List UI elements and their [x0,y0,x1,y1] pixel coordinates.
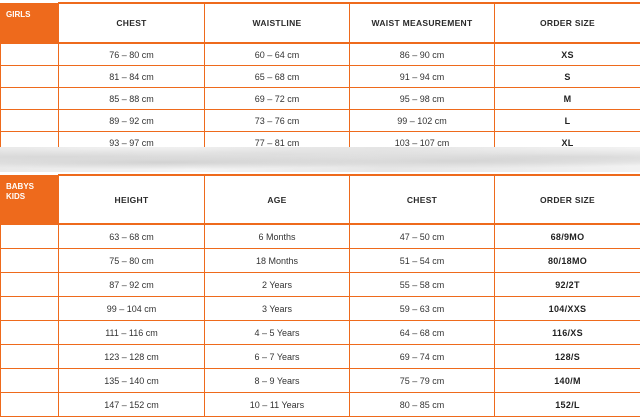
waist-measurement-cell: 103 – 107 cm [350,132,495,154]
chest-cell: 76 – 80 cm [59,43,205,66]
chest-cell: 47 – 50 cm [350,224,495,249]
order-size-cell: 68/9MO [495,224,640,249]
row-label-cell [1,88,59,110]
order-size-cell: 152/L [495,393,640,417]
chest-cell: 69 – 74 cm [350,345,495,369]
waist-measurement-cell: 95 – 98 cm [350,88,495,110]
kids-table-row [1,345,640,369]
waist-measurement-cell: 91 – 94 cm [350,66,495,88]
chest-cell: 93 – 97 cm [59,132,205,154]
order-size-cell: 92/2T [495,273,640,297]
girls-table-row [1,88,640,110]
girls-header-waist-measurement: WAIST MEASUREMENT [350,3,495,43]
age-cell: 2 Years [205,273,350,297]
girls-header-waistline: WAISTLINE [205,3,350,43]
waistline-cell: 69 – 72 cm [205,88,350,110]
height-cell: 123 – 128 cm [59,345,205,369]
order-size-cell: 80/18MO [495,249,640,273]
girls-table-body [1,3,640,154]
row-label-cell [1,393,59,417]
babys-kids-size-table [0,174,640,417]
chest-cell: 85 – 88 cm [59,88,205,110]
order-size-cell: XS [495,43,640,66]
row-label-cell [1,345,59,369]
kids-table-row [1,393,640,417]
kids-table-row [1,297,640,321]
kids-table-row [1,369,640,393]
kids-table-row [1,273,640,297]
girls-header-row [1,3,640,43]
chest-cell: 81 – 84 cm [59,66,205,88]
kids-header-height: HEIGHT [59,175,205,224]
kids-header-order-size: ORDER SIZE [495,175,640,224]
kids-table-row [1,249,640,273]
girls-size-table [0,2,640,154]
kids-table-row [1,321,640,345]
row-label-cell [1,321,59,345]
decorative-texture-band [0,147,640,172]
height-cell: 135 – 140 cm [59,369,205,393]
kids-table-row [1,224,640,249]
order-size-cell: S [495,66,640,88]
kids-table-body [1,175,640,417]
row-label-cell [1,43,59,66]
waistline-cell: 77 – 81 cm [205,132,350,154]
waist-measurement-cell: 99 – 102 cm [350,110,495,132]
height-cell: 75 – 80 cm [59,249,205,273]
girls-header-order-size: ORDER SIZE [495,3,640,43]
kids-header-chest: CHEST [350,175,495,224]
height-cell: 147 – 152 cm [59,393,205,417]
chest-cell: 64 – 68 cm [350,321,495,345]
order-size-cell: 116/XS [495,321,640,345]
age-cell: 6 Months [205,224,350,249]
order-size-cell: XL [495,132,640,154]
age-cell: 10 – 11 Years [205,393,350,417]
chest-cell: 75 – 79 cm [350,369,495,393]
kids-header-age: AGE [205,175,350,224]
row-label-cell [1,273,59,297]
row-label-cell [1,369,59,393]
row-label-cell [1,297,59,321]
waist-measurement-cell: 86 – 90 cm [350,43,495,66]
kids-label-line2: KIDS [6,192,58,202]
order-size-cell: M [495,88,640,110]
order-size-cell: L [495,110,640,132]
row-label-cell [1,224,59,249]
chest-cell: 55 – 58 cm [350,273,495,297]
age-cell: 8 – 9 Years [205,369,350,393]
waistline-cell: 65 – 68 cm [205,66,350,88]
kids-header-row [1,175,640,224]
order-size-cell: 104/XXS [495,297,640,321]
height-cell: 99 – 104 cm [59,297,205,321]
order-size-cell: 140/M [495,369,640,393]
waistline-cell: 73 – 76 cm [205,110,350,132]
chest-cell: 80 – 85 cm [350,393,495,417]
height-cell: 87 – 92 cm [59,273,205,297]
kids-section-label [1,175,59,224]
row-label-cell [1,66,59,88]
chest-cell: 51 – 54 cm [350,249,495,273]
age-cell: 4 – 5 Years [205,321,350,345]
kids-label-line1: BABYS [6,182,58,192]
age-cell: 18 Months [205,249,350,273]
row-label-cell [1,110,59,132]
chest-cell: 89 – 92 cm [59,110,205,132]
row-label-cell [1,249,59,273]
girls-table-row [1,66,640,88]
girls-header-chest: CHEST [59,3,205,43]
height-cell: 63 – 68 cm [59,224,205,249]
girls-table-row [1,110,640,132]
age-cell: 6 – 7 Years [205,345,350,369]
girls-section-label: GIRLS [1,3,59,43]
waistline-cell: 60 – 64 cm [205,43,350,66]
age-cell: 3 Years [205,297,350,321]
height-cell: 111 – 116 cm [59,321,205,345]
girls-table-row [1,43,640,66]
order-size-cell: 128/S [495,345,640,369]
chest-cell: 59 – 63 cm [350,297,495,321]
